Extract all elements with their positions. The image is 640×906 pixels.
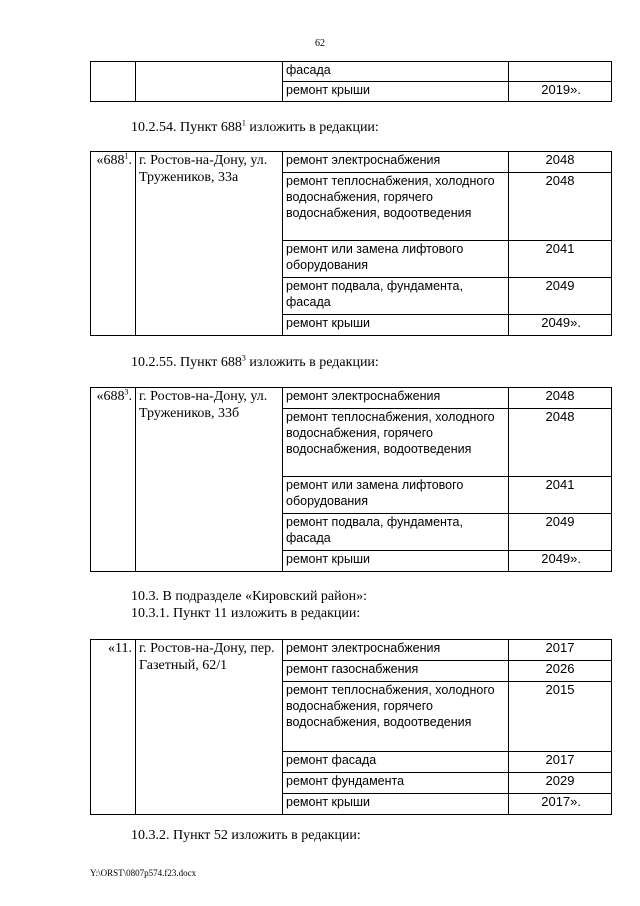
year-cell: 2049 — [509, 278, 612, 315]
work-cell: ремонт теплоснабжения, холодного водоснабжения, горячего водоснабжения, водоотведения — [283, 682, 509, 752]
year-cell: 2015 — [509, 682, 612, 752]
year-cell: 2048 — [509, 152, 612, 173]
work-cell: ремонт электроснабжения — [283, 388, 509, 409]
address-cell — [136, 62, 283, 102]
work-cell: ремонт теплоснабжения, холодного водоснабжения, горячего водоснабжения, водоотведения — [283, 173, 509, 241]
number-cell: «$688^1$. — [91, 152, 136, 336]
work-cell: ремонт электроснабжения — [283, 640, 509, 661]
year-cell: 2048 — [509, 173, 612, 241]
work-cell: ремонт газоснабжения — [283, 661, 509, 682]
table-row — [91, 62, 612, 82]
year-cell: 2041 — [509, 241, 612, 278]
year-cell: 2026 — [509, 661, 612, 682]
year-cell: 2049». — [509, 551, 612, 572]
paragraph-10-3-1: 10.3.1. Пункт 11 изложить в редакции: — [131, 606, 361, 621]
year-cell: 2049 — [509, 514, 612, 551]
work-cell: ремонт фундамента — [283, 773, 509, 794]
work-cell: ремонт фасада — [283, 752, 509, 773]
continued-table — [90, 61, 612, 102]
work-cell: ремонт теплоснабжения, холодного водоснабжения, горячего водоснабжения, водоотведения — [283, 409, 509, 477]
work-cell: ремонт крыши — [283, 82, 509, 102]
year-cell — [509, 62, 612, 82]
work-cell: ремонт крыши — [283, 315, 509, 336]
work-cell: ремонт или замена лифтового оборудования — [283, 477, 509, 514]
address-cell: г. Ростов-на-Дону, ул. Тружеников, 33б — [136, 388, 283, 572]
number-cell — [91, 62, 136, 102]
table-row — [91, 388, 612, 409]
year-cell: 2049». — [509, 315, 612, 336]
work-cell: фасада — [283, 62, 509, 82]
table-688-3 — [90, 387, 612, 572]
paragraph-10-3: 10.3. В подразделе «Кировский район»: — [131, 589, 368, 604]
work-cell: ремонт подвала, фундамента, фасада — [283, 514, 509, 551]
address-cell: г. Ростов-на-Дону, пер. Газетный, 62/1 — [136, 640, 283, 815]
page-number: 62 — [315, 38, 325, 49]
work-cell: ремонт или замена лифтового оборудования — [283, 241, 509, 278]
paragraph-10-2-54: 10.2.54. Пункт $688^1$ изложить в редакции: — [131, 118, 379, 135]
address-cell: г. Ростов-на-Дону, ул. Тружеников, 33а — [136, 152, 283, 336]
table-row — [91, 640, 612, 661]
number-cell: «$688^3$. — [91, 388, 136, 572]
year-cell: 2017 — [509, 752, 612, 773]
year-cell: 2017». — [509, 794, 612, 815]
paragraph-10-2-55: 10.2.55. Пункт $688^3$ изложить в редакции: — [131, 353, 379, 370]
year-cell: 2048 — [509, 388, 612, 409]
work-cell: ремонт крыши — [283, 551, 509, 572]
year-cell: 2048 — [509, 409, 612, 477]
work-cell: ремонт электроснабжения — [283, 152, 509, 173]
table-11 — [90, 639, 612, 815]
table-row — [91, 152, 612, 173]
work-cell: ремонт крыши — [283, 794, 509, 815]
year-cell: 2041 — [509, 477, 612, 514]
year-cell: 2017 — [509, 640, 612, 661]
paragraph-10-3-2: 10.3.2. Пункт 52 изложить в редакции: — [131, 828, 361, 843]
number-cell: «11. — [91, 640, 136, 815]
footer-file-path: Y:\ORST\0807p574.f23.docx — [90, 868, 197, 878]
year-cell: 2019». — [509, 82, 612, 102]
year-cell: 2029 — [509, 773, 612, 794]
work-cell: ремонт подвала, фундамента, фасада — [283, 278, 509, 315]
table-688-1 — [90, 151, 612, 336]
